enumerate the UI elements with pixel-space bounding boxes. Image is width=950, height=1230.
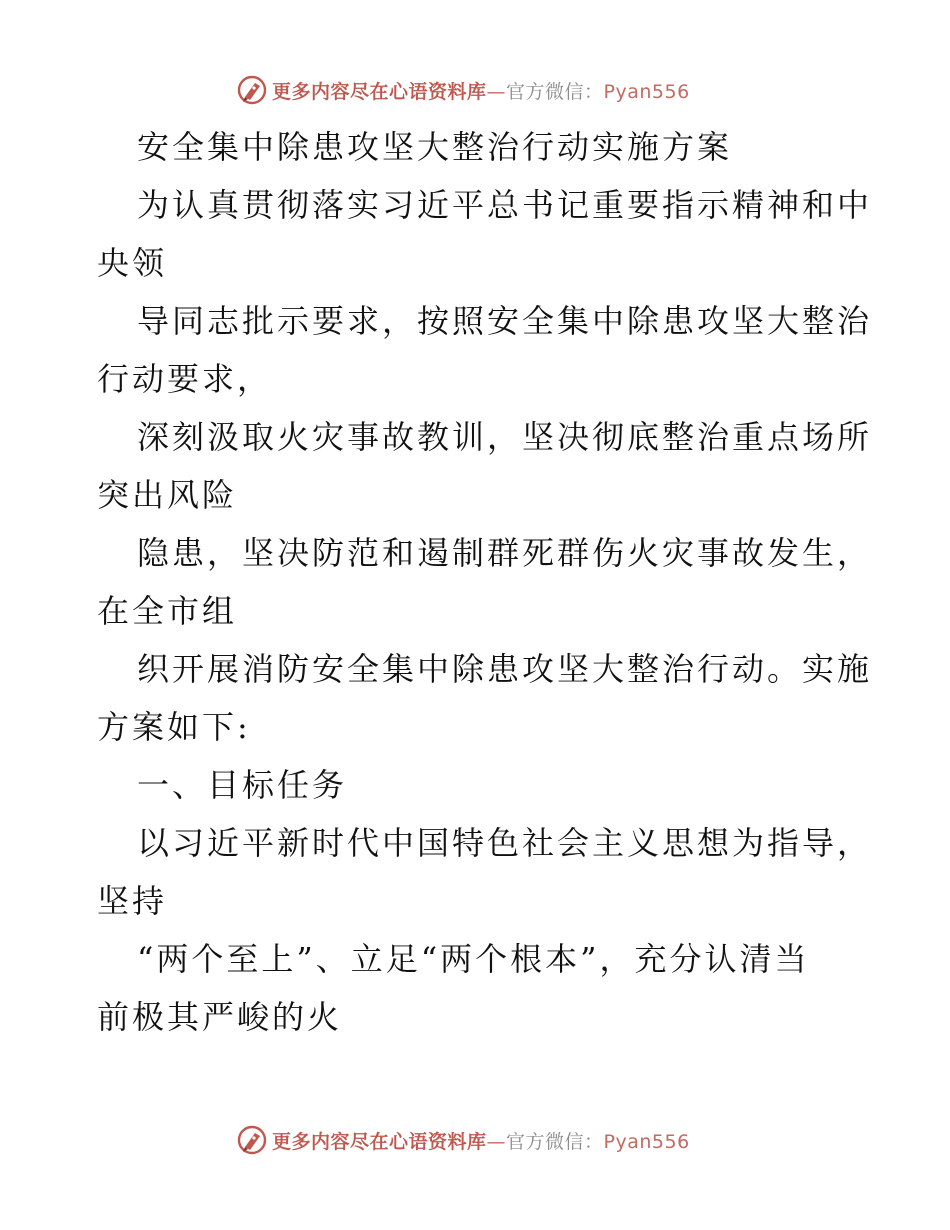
watermark-site-text: 更多内容尽在心语资料库 (272, 80, 487, 103)
paragraph-line: 方案如下: (97, 708, 251, 746)
watermark-account-label: 官方微信： (506, 80, 604, 103)
pen-nib-logo-icon (236, 1124, 268, 1156)
paragraph-line: 隐患，坚决防范和遏制群死群伤火灾事故发生， (137, 534, 873, 572)
document-title: 安全集中除患攻坚大整治行动实施方案 (137, 128, 733, 166)
header-watermark (236, 73, 690, 107)
watermark-account-label: 官方微信： (506, 1130, 604, 1153)
footer-watermark (236, 1123, 690, 1157)
paragraph-line: 突出风险 (97, 476, 238, 514)
pen-nib-logo-icon (236, 74, 268, 106)
paragraph-line: 央领 (97, 244, 168, 282)
paragraph-line: 织开展消防安全集中除患攻坚大整治行动。实施 (137, 650, 873, 688)
watermark-account-id: Pyan556 (603, 1130, 690, 1153)
paragraph-line: 前极其严峻的火 (97, 998, 343, 1036)
paragraph-line: 坚持 (97, 882, 168, 920)
paragraph-line: 行动要求， (97, 360, 273, 398)
watermark-account-id: Pyan556 (603, 80, 690, 103)
paragraph-line: “两个至上”、立足“两个根本”，充分认清当 (137, 940, 810, 978)
paragraph-line: 导同志批示要求，按照安全集中除患攻坚大整治 (137, 302, 873, 340)
document-body (97, 118, 873, 1046)
paragraph-line: 在全市组 (97, 592, 238, 630)
watermark-site-text: 更多内容尽在心语资料库 (272, 1130, 487, 1153)
watermark-dash: — (486, 1130, 507, 1153)
paragraph-line: 以习近平新时代中国特色社会主义思想为指导， (137, 824, 873, 862)
watermark-dash: — (486, 80, 507, 103)
section-heading: 一、目标任务 (137, 766, 348, 804)
paragraph-line: 深刻汲取火灾事故教训，坚决彻底整治重点场所 (137, 418, 873, 456)
paragraph-line: 为认真贯彻落实习近平总书记重要指示精神和中 (137, 186, 873, 224)
